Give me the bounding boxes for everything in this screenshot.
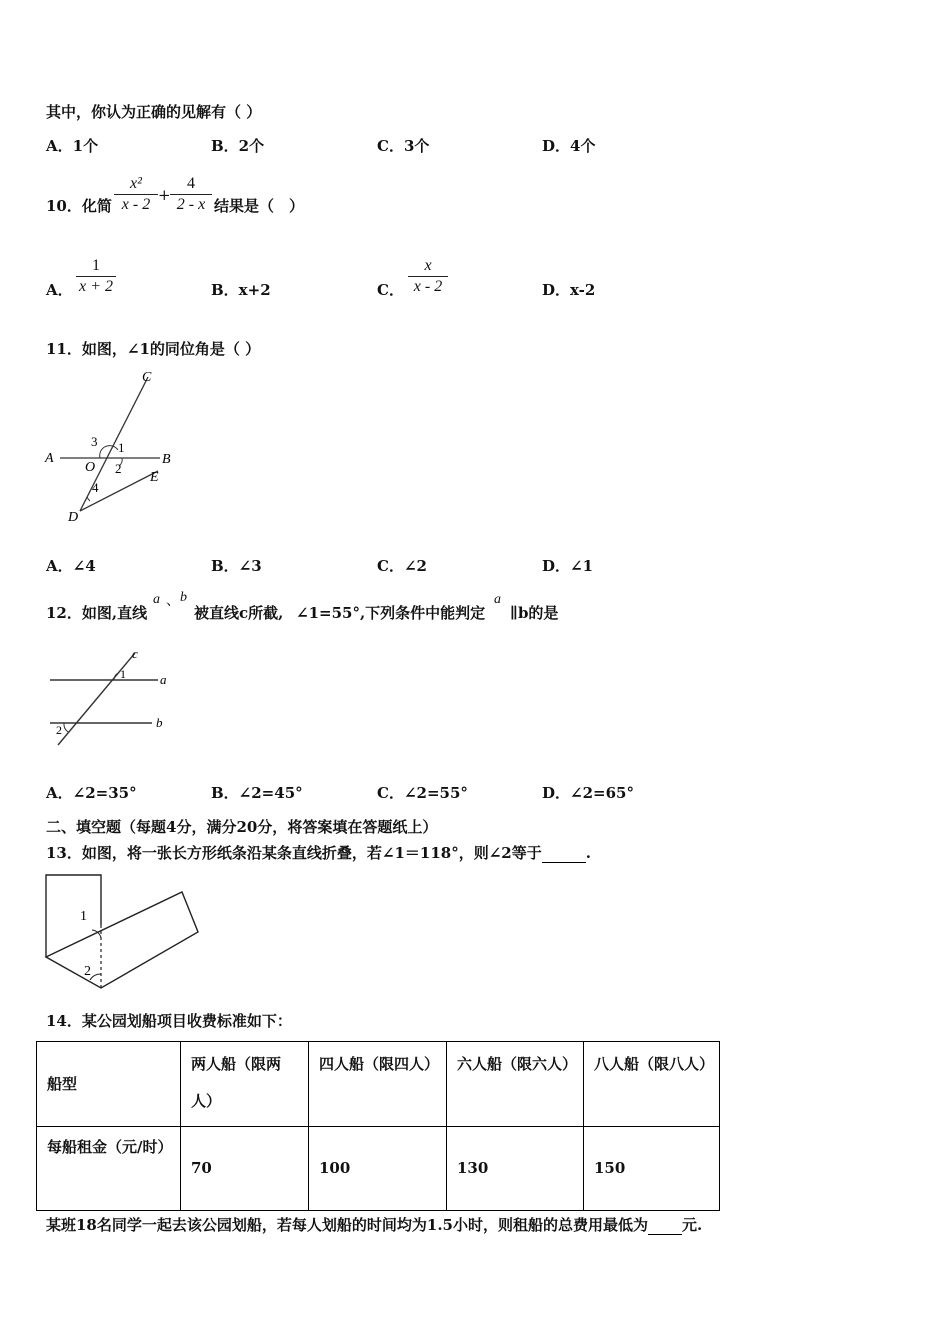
paper-strip-folded <box>46 892 198 988</box>
q11-option-d: D．∠1 <box>542 557 594 575</box>
q13-stem-text: 13．如图，将一张长方形纸条沿某条直线折叠，若∠1＝118°，则∠2等于 <box>46 844 542 862</box>
q13-stem <box>46 844 591 863</box>
table-header-cell: 八人船（限八人） <box>584 1042 720 1127</box>
q10-fraction-2 <box>170 174 212 215</box>
angle2-arc <box>64 723 68 732</box>
table-cell: 70 <box>181 1127 309 1211</box>
q14-answer-blank <box>648 1216 682 1235</box>
label-angle-1: 1 <box>80 909 87 924</box>
q11-option-c: C．∠2 <box>377 557 427 575</box>
table-header-row <box>37 1042 720 1127</box>
label-b: B <box>162 452 171 467</box>
q9-option-a: A．1个 <box>46 137 99 155</box>
q10-option-b: B．x+2 <box>211 281 271 299</box>
q10-fraction-1 <box>114 174 158 215</box>
q14-question-text: 某班18名同学一起去该公园划船，若每人划船的时间均为1.5小时，则租船的总费用最低为 <box>46 1216 648 1234</box>
q12-option-c: C．∠2=55° <box>377 784 468 802</box>
label-e: E <box>150 470 159 485</box>
q10-optA-denominator: x + 2 <box>79 278 113 295</box>
label-d: D <box>68 510 79 525</box>
q13-stem-end: . <box>585 844 591 862</box>
label-angle-4: 4 <box>92 480 99 495</box>
q10-option-a-fraction <box>76 256 116 297</box>
q10-option-d: D．x-2 <box>542 281 596 299</box>
q12-angle-condition: ∠1=55°,下列条件中能判定 <box>296 604 486 622</box>
label-o: O <box>85 460 96 475</box>
q9-option-c: C．3个 <box>377 137 430 155</box>
table-row-label: 每船租金（元/时） <box>37 1127 181 1211</box>
label-c: c <box>132 646 138 661</box>
q14-unit: 元. <box>681 1216 703 1234</box>
q12-var-a2: a <box>494 592 501 607</box>
q12-option-a: A．∠2=35° <box>46 784 137 802</box>
q14-question <box>46 1216 702 1235</box>
q10-frac2-numerator: 4 <box>187 175 195 192</box>
q11-figure <box>40 365 190 525</box>
table-header-cell: 六人船（限六人） <box>447 1042 584 1127</box>
label-angle-1: 1 <box>118 440 125 455</box>
label-angle-2: 2 <box>56 723 62 737</box>
angle3-arc <box>100 446 118 458</box>
q10-frac1-numerator: x² <box>130 175 142 192</box>
table-cell: 100 <box>309 1127 447 1211</box>
q10-plus: + <box>158 186 171 204</box>
q10-frac2-denominator: 2 - x <box>176 196 206 213</box>
angle4-arc <box>87 497 90 501</box>
q12-prefix: 12．如图,直线 <box>46 604 148 622</box>
label-angle-2: 2 <box>115 461 122 476</box>
q13-figure <box>40 870 210 995</box>
q11-option-a: A．∠4 <box>46 557 96 575</box>
q10-option-c-fraction <box>408 256 448 297</box>
q11-option-b: B．∠3 <box>211 557 262 575</box>
table-cell: 130 <box>447 1127 584 1211</box>
label-a: A <box>45 451 54 466</box>
label-b: b <box>156 715 163 730</box>
q9-option-d: D．4个 <box>542 137 596 155</box>
q12-option-b: B．∠2=45° <box>211 784 303 802</box>
q10-frac1-denominator: x - 2 <box>121 196 151 213</box>
q12-figure <box>40 645 180 750</box>
label-a: a <box>160 672 167 687</box>
table-header-cell: 船型 <box>37 1042 181 1127</box>
fee-table <box>36 1041 720 1211</box>
label-angle-2: 2 <box>84 964 91 979</box>
q10-prefix: 10．化简 <box>46 197 112 215</box>
q10-option-a-label: A． <box>46 281 73 299</box>
q10-option-c-label: C． <box>377 281 404 299</box>
section2-heading: 二、填空题（每题4分，满分20分，将答案填在答题纸上） <box>46 818 438 836</box>
q12-suffix: ∥b的是 <box>510 604 559 622</box>
angle2-arc <box>90 974 101 980</box>
q12-option-d: D．∠2=65° <box>542 784 634 802</box>
table-row <box>37 1127 720 1211</box>
q10-optC-numerator: x <box>424 257 432 274</box>
label-angle-1: 1 <box>120 667 126 681</box>
q9-option-b: B．2个 <box>211 137 265 155</box>
q13-answer-blank <box>542 844 586 863</box>
q10-suffix: 结果是（ ） <box>214 197 305 215</box>
table-header-cell: 两人船（限两人） <box>181 1042 309 1127</box>
q12-separator: 、 <box>166 594 180 609</box>
q9-stem: 其中，你认为正确的见解有（ ） <box>46 103 262 121</box>
table-header-cell: 四人船（限四人） <box>309 1042 447 1127</box>
q10-optA-numerator: 1 <box>92 257 100 274</box>
paper-strip-top <box>46 875 101 957</box>
label-c: C <box>142 370 152 385</box>
q11-stem: 11．如图，∠1的同位角是（ ） <box>46 340 261 358</box>
label-angle-3: 3 <box>91 434 98 449</box>
table-cell: 150 <box>584 1127 720 1211</box>
q12-var-a: a <box>153 592 160 607</box>
q12-middle: 被直线c所截, <box>194 604 284 622</box>
q14-stem: 14．某公园划船项目收费标准如下： <box>46 1012 292 1030</box>
q10-optC-denominator: x - 2 <box>413 278 443 295</box>
q12-var-b: b <box>180 590 187 605</box>
